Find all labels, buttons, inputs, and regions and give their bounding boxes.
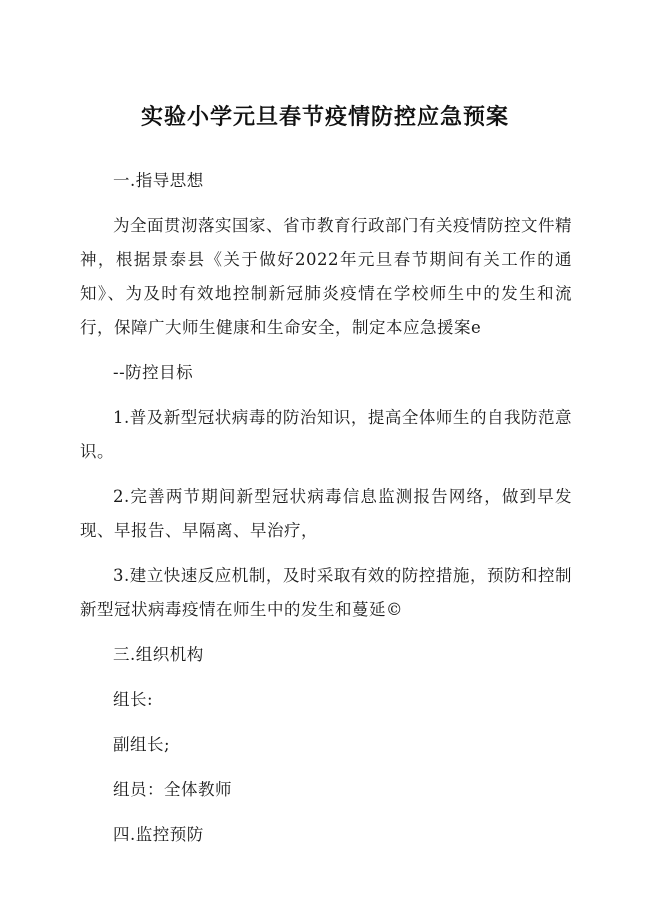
goal-item-3: 3.建立快速反应机制，及时采取有效的防控措施，预防和控制新型冠状病毒疫情在师生中的发生和蔓延© [80,566,572,619]
goal-item-2: 2.完善两节期间新型冠状病毒信息监测报告网络，做到早发现、早报告、早隔离、早治疗， [80,487,572,540]
section-heading-monitoring: 四.监控预防 [113,825,204,844]
section-heading-organization: 三.组织机构 [113,645,204,664]
section-heading-prevention-goals: --防控目标 [113,363,194,382]
org-deputy-leader: 副组长; [113,735,171,754]
paragraph-guiding-thought: 为全面贯沏落实国家、省市教育行政部门有关疫情防控文件精神，根据景泰县《关于做好2022年元旦春节期间有关工作的通知》、为及时有效地控制新冠肺炎疫情在学校师生中的发生和流行，保障广大师生健康和生命安全，制定本应急援案e [80,216,572,337]
document-title: 实验小学元旦春节疫情防控应急预案 [140,105,509,130]
org-leader: 组长: [113,690,154,709]
document-body [80,164,572,863]
org-members: 组员：全体教师 [113,780,232,799]
section-heading-guiding-thought: 一.指导思想 [113,171,204,190]
goal-item-1: 1.普及新型冠状病毒的防治知识，提高全体师生的自我防范意识。 [80,408,572,461]
